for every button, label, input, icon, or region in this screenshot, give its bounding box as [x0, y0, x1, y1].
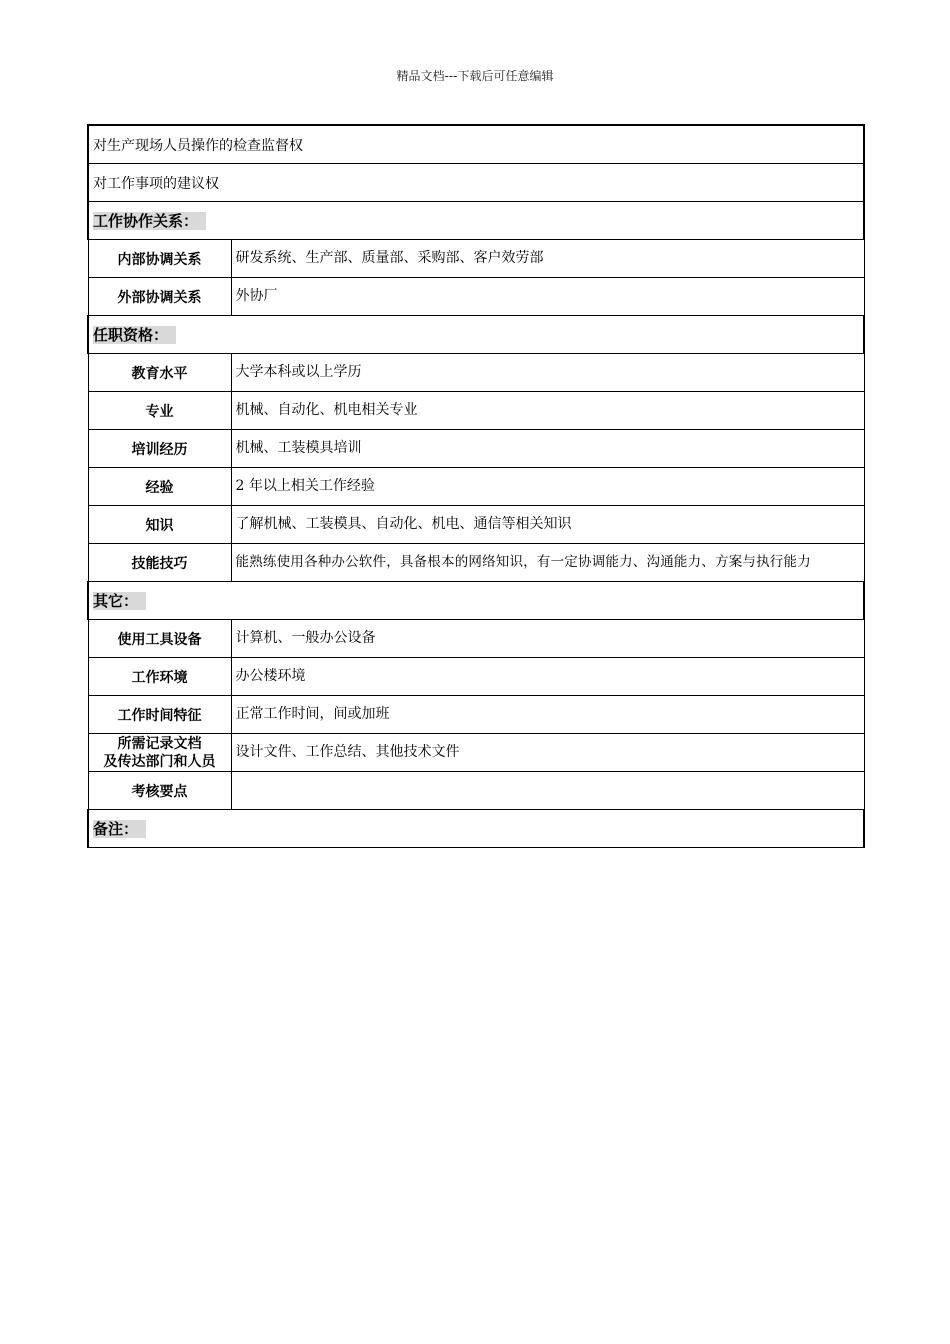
row-label: 培训经历 — [88, 430, 231, 468]
table-row — [88, 620, 864, 658]
row-label — [88, 734, 231, 772]
table-row — [88, 240, 864, 278]
row-label: 考核要点 — [88, 772, 231, 810]
job-description-table — [87, 124, 865, 848]
row-value: 计算机、一般办公设备 — [231, 620, 864, 658]
row-label: 教育水平 — [88, 354, 231, 392]
row-label: 内部协调关系 — [88, 240, 231, 278]
table-row — [88, 772, 864, 810]
section-header-row — [88, 810, 864, 848]
row-label: 经验 — [88, 468, 231, 506]
authority-item: 对生产现场人员操作的检查监督权 — [88, 125, 864, 164]
section-title-qualification: 任职资格： — [93, 326, 176, 344]
row-label-line: 所需记录文档 — [117, 735, 202, 752]
table-row — [88, 164, 864, 202]
row-label: 工作环境 — [88, 658, 231, 696]
table-row — [88, 734, 864, 772]
section-header-row — [88, 582, 864, 620]
row-label: 外部协调关系 — [88, 278, 231, 316]
row-value: 机械、自动化、机电相关专业 — [231, 392, 864, 430]
table-row — [88, 430, 864, 468]
row-label: 专业 — [88, 392, 231, 430]
section-title-other: 其它： — [93, 592, 146, 610]
section-title-remarks: 备注： — [93, 820, 146, 838]
row-label-line: 及传达部门和人员 — [103, 753, 216, 770]
table-row — [88, 544, 864, 582]
table-row — [88, 658, 864, 696]
row-value: 能熟练使用各种办公软件，具备根本的网络知识，有一定协调能力、沟通能力、方案与执行能力 — [231, 544, 864, 582]
row-label: 工作时间特征 — [88, 696, 231, 734]
table-row — [88, 392, 864, 430]
row-value: 设计文件、工作总结、其他技术文件 — [231, 734, 864, 772]
row-label: 使用工具设备 — [88, 620, 231, 658]
row-label: 技能技巧 — [88, 544, 231, 582]
row-value — [231, 772, 864, 810]
row-value: 机械、工装模具培训 — [231, 430, 864, 468]
section-header-row — [88, 316, 864, 354]
table-row — [88, 506, 864, 544]
row-value: 研发系统、生产部、质量部、采购部、客户效劳部 — [231, 240, 864, 278]
table-row — [88, 125, 864, 164]
row-value: 2 年以上相关工作经验 — [231, 468, 864, 506]
row-value: 办公楼环境 — [231, 658, 864, 696]
page-header-note: 精品文档---下载后可任意编辑 — [396, 69, 554, 83]
row-label: 知识 — [88, 506, 231, 544]
section-title-coordination: 工作协作关系： — [93, 212, 206, 230]
table-row — [88, 468, 864, 506]
table-row — [88, 354, 864, 392]
row-value: 大学本科或以上学历 — [231, 354, 864, 392]
section-header-row — [88, 202, 864, 240]
table-row — [88, 278, 864, 316]
row-value: 外协厂 — [231, 278, 864, 316]
authority-item: 对工作事项的建议权 — [88, 164, 864, 202]
row-value: 正常工作时间，间或加班 — [231, 696, 864, 734]
row-value: 了解机械、工装模具、自动化、机电、通信等相关知识 — [231, 506, 864, 544]
table-row — [88, 696, 864, 734]
